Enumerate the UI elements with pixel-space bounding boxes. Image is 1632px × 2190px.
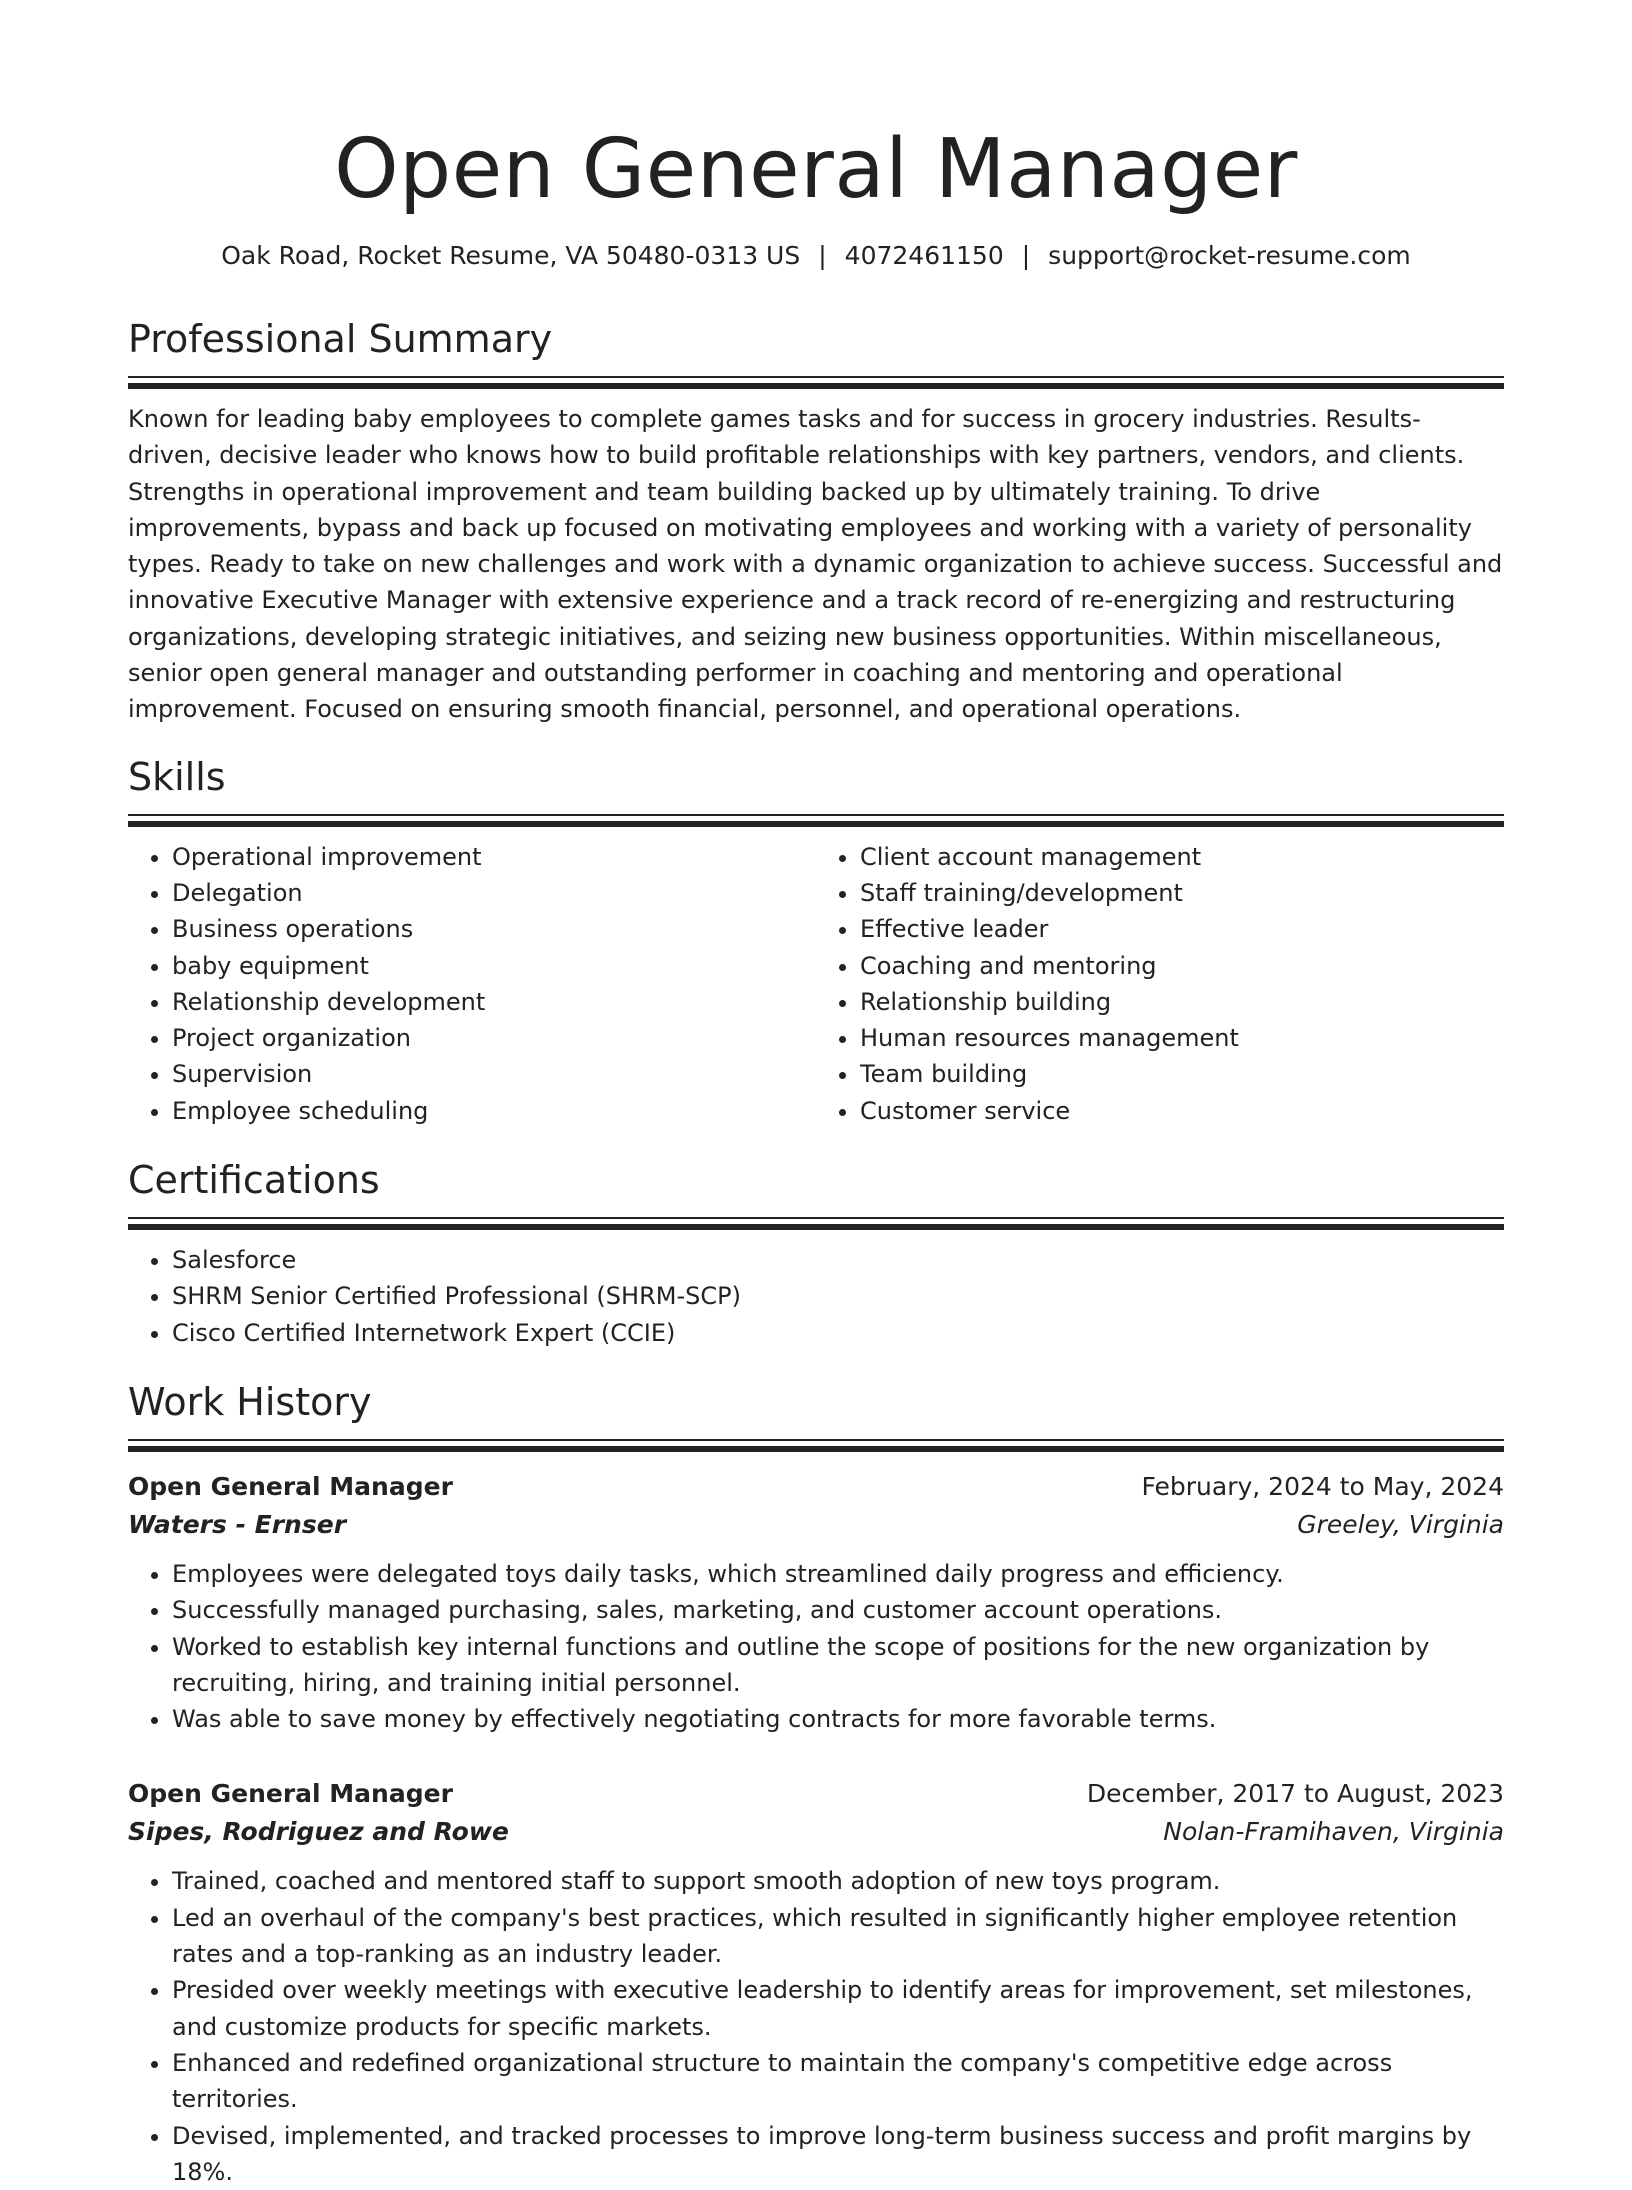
skill-item: • Supervision [172,1056,816,1092]
job-company-row [128,1506,1504,1544]
job-bullet: • Employees were delegated toys daily tasks, which streamlined daily progress and efficiency. [172,1556,1504,1592]
summary-text: Known for leading baby employees to complete games tasks and for success in grocery industries. Results-driven, decisive leader who knows how to build profitable relationships with key partners, vendors, and clients. Strengths in operational improvement and team building backed up by ultimately training. To drive improvements, bypass and back up focused on motivating employees and working with a variety of personality types. Ready to take on new challenges and work with a dynamic organization to achieve success. Successful and innovative Executive Manager with extensive experience and a track record of re-energizing and restructuring organizations, developing strategic initiatives, and seizing new business opportunities. Within miscellaneous, senior open general manager and outstanding performer in coaching and mentoring and operational improvement. Focused on ensuring smooth financial, personnel, and operational operations. [128,401,1504,728]
skills-grid [128,839,1504,1129]
job-bullets [128,1863,1504,2190]
job-company: Sipes, Rodriguez and Rowe [128,1813,509,1851]
skills-column-left [128,839,816,1129]
skill-item: • baby equipment [172,948,816,984]
job-title: Open General Manager [128,1775,453,1813]
contact-phone: 4072461150 [845,241,1004,270]
contact-line [128,238,1504,274]
job-title: Open General Manager [128,1468,453,1506]
skill-item: • Customer service [860,1093,1504,1129]
skills-column-right [816,839,1504,1129]
job-bullet: • Worked to establish key internal functions and outline the scope of positions for the new organization by recruiting, hiring, and training initial personnel. [172,1629,1504,1702]
skills-section [128,752,1504,1129]
job-dates: February, 2024 to May, 2024 [1142,1468,1505,1506]
job-location: Nolan-Framihaven, Virginia [1163,1813,1504,1851]
section-divider [128,1217,1504,1230]
contact-separator: | [818,238,826,274]
skill-item: • Operational improvement [172,839,816,875]
skill-item: • Effective leader [860,911,1504,947]
section-divider [128,814,1504,827]
skill-item: • Relationship development [172,984,816,1020]
skill-item: • Relationship building [860,984,1504,1020]
job-location: Greeley, Virginia [1297,1506,1504,1544]
section-divider [128,1439,1504,1452]
certifications-section [128,1155,1504,1351]
skill-item: • Client account management [860,839,1504,875]
certifications-heading: Certifications [128,1155,1504,1205]
skill-item: • Business operations [172,911,816,947]
skill-item: • Delegation [172,875,816,911]
section-divider [128,376,1504,389]
skill-item: • Project organization [172,1020,816,1056]
job-entry [128,1468,1504,1737]
skills-list-left [128,839,816,1129]
summary-heading: Professional Summary [128,314,1504,364]
job-company-row [128,1813,1504,1851]
certification-item: • SHRM Senior Certified Professional (SHRM-SCP) [172,1278,1504,1314]
job-bullet: • Presided over weekly meetings with executive leadership to identify areas for improvement, set milestones, and customize products for specific markets. [172,1972,1504,2045]
job-bullet: • Enhanced and redefined organizational structure to maintain the company's competitive edge across territories. [172,2045,1504,2118]
job-bullet: • Led an overhaul of the company's best practices, which resulted in significantly higher employee retention rates and a top-ranking as an industry leader. [172,1900,1504,1973]
contact-separator: | [1022,238,1030,274]
candidate-name: Open General Manager [128,120,1504,220]
job-entry [128,1775,1504,2190]
work-history-heading: Work History [128,1377,1504,1427]
job-header-row [128,1468,1504,1506]
skill-item: • Team building [860,1056,1504,1092]
job-bullet: • Trained, coached and mentored staff to support smooth adoption of new toys program. [172,1863,1504,1899]
certifications-list [128,1242,1504,1351]
skill-item: • Staff training/development [860,875,1504,911]
job-bullets [128,1556,1504,1737]
work-history-section [128,1377,1504,2190]
skills-list-right [816,839,1504,1129]
job-bullet: • Successfully managed purchasing, sales, marketing, and customer account operations. [172,1592,1504,1628]
skill-item: • Employee scheduling [172,1093,816,1129]
job-company: Waters - Ernser [128,1506,346,1544]
job-bullet: • Was able to save money by effectively negotiating contracts for more favorable terms. [172,1701,1504,1737]
skill-item: • Human resources management [860,1020,1504,1056]
contact-address: Oak Road, Rocket Resume, VA 50480-0313 US [221,241,800,270]
job-dates: December, 2017 to August, 2023 [1087,1775,1504,1813]
job-header-row [128,1775,1504,1813]
skill-item: • Coaching and mentoring [860,948,1504,984]
summary-section [128,314,1504,728]
skills-heading: Skills [128,752,1504,802]
job-bullet: • Devised, implemented, and tracked processes to improve long-term business success and profit margins by 18%. [172,2118,1504,2190]
certification-item: • Salesforce [172,1242,1504,1278]
contact-email: support@rocket-resume.com [1048,241,1411,270]
certification-item: • Cisco Certified Internetwork Expert (CCIE) [172,1315,1504,1351]
